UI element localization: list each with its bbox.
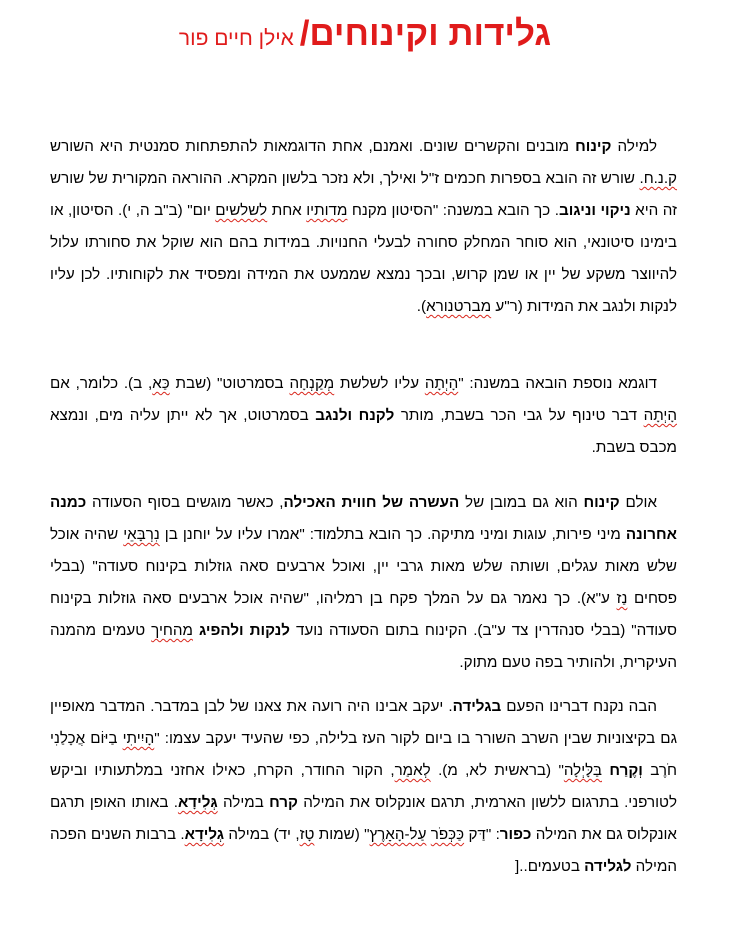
spellcheck-word: מברטנורא [426, 298, 492, 315]
bold-term: לנקות ולהפיג [198, 622, 290, 639]
spellcheck-word: כַּא [152, 375, 170, 392]
text-run: שהיה אוכל שלש מאות עגלים, ושותה שלש מאות גרבי יין, ואוכל ארבעים סאה גוזלות בקינוח סעודה" (בבלי פסחים [50, 526, 678, 607]
text-run: ע"א). כך נאמר גם על המלך פקח בן רמליהו, "שהיה אוכל ארבעים סאה גוזלות בקינוח סעודה" (בבלי סנהדרין צד ע"ב). הקינוח בתום הסעודה נועד [50, 590, 677, 639]
text-run: אולם [619, 494, 657, 511]
spellcheck-word: נִרְבָּאֵי [123, 526, 160, 543]
spellcheck-word: לְאמַר [394, 762, 431, 779]
text-run: , הקור החודר, הקרח, כאילו אחזני במלתעותיו וביקש לטורפני. בתרגום ללשון הארמית, תרגם אונקלוס את המילה [50, 762, 677, 811]
text-run: טעמים מהמנה העיקרית, ולהותיר בפה טעם מתוק. [50, 622, 677, 671]
text-run: עליו לשלשת [334, 375, 425, 392]
text-run: " (שמות [314, 826, 370, 843]
page-title [0, 14, 730, 54]
bold-term: בגלידה [452, 698, 502, 715]
text-run: " (בראשית לא, מ). [430, 762, 564, 779]
paragraph-kinuach-meaning [50, 131, 677, 323]
bold-term: ניקוי וניגוב [558, 202, 631, 219]
text-run: בטעמים..[ [515, 858, 585, 875]
bold-term: גְלִידָא [184, 826, 225, 843]
text-run: . כך הובא במשנה: "הסיטון מקנח [347, 202, 559, 219]
bold-term: כפור [499, 826, 532, 843]
text-run: הבה נקנח דברינו הפעם [501, 698, 657, 715]
author-name: אילן חיים פור [178, 27, 300, 50]
text-run: מובנים והקשרים שונים. ואמנם, אחת הדוגמאות להתפתחות סמנטית היא השורש [50, 138, 576, 155]
text-run: , ב). כלומר, אם [50, 375, 153, 392]
bold-term: העשרה של חווית האכילה [283, 494, 460, 511]
spellcheck-word: כַּכְּפֹר [430, 826, 465, 843]
paragraph-dessert-meaning [50, 487, 677, 679]
text-run: דבר טינוף על גבי הכר בשבת, מותר [394, 407, 644, 424]
bold-term: כמנה אחרונה [50, 494, 677, 543]
text-run: מיני פירות, עוגות ומיני מתיקה. כך הובא בתלמוד: "אמרו עליו על יוחנן בן [159, 526, 626, 543]
bold-term: קינוח [583, 494, 620, 511]
bold-term: לקנח ולנגב [315, 407, 395, 424]
paragraph-text [50, 368, 677, 464]
bold-term: לגלידה [584, 858, 632, 875]
text-run: יום" (ב"ב ה, י). הסיטון, או בימינו סיטונאי, הוא סוחר המחלק סחורה לבעלי החנויות. במידות בהם הוא שוקל את סחורתו עלול להיווצר משקע של יין או שמן קרוש, ובכך נמצא שממעט את המידה ומפסיד את לקוחותיו. לכן עליו לנקות ולנגב את המידות (ר"ע [50, 202, 677, 315]
spellcheck-word: טָז [299, 826, 315, 843]
text-run: אחת [267, 202, 307, 219]
paragraph-glida-origin [50, 691, 677, 883]
text-run: . יעקב אבינו היה רועה את צאנו של לבן במדבר. המדבר מאופיין גם בקיצוניות שבין השרב השורר בו ביום לקור העז בלילה, כפי שהעיד יעקב עצמו: " [50, 698, 677, 747]
text-run: בַיּוֹם אֲכָלַנִי חֹרֶב [50, 730, 677, 779]
text-run: בסמרטוט" (שבת [169, 375, 290, 392]
paragraph-text [50, 131, 677, 323]
spellcheck-word: הָיְתָה [643, 407, 677, 424]
spellcheck-word: מדותיו [306, 202, 348, 219]
text-run: במילה [217, 794, 270, 811]
text-run: . ברבות השנים הפכה המילה [50, 826, 677, 875]
spellcheck-word: נַז [616, 590, 628, 607]
text-run: למילה [611, 138, 657, 155]
spellcheck-word: בַּלָּיְלָה [563, 762, 602, 779]
title-separator: / [299, 14, 310, 53]
text-run: . באותו האופן תרגם אונקלוס גם את המילה [50, 794, 677, 843]
bold-term: גְּלִידָא [177, 794, 218, 811]
text-run: : "דַּק [464, 826, 500, 843]
text-run: שורש זה הובא בספרות חכמים ז"ל ואילך, ולא נזכר בלשון המקרא. ההוראה המקורית של שורש זה היא [50, 170, 678, 219]
paragraph-mishnah-example [50, 368, 677, 464]
title-text: גלידות וקינוחים [309, 14, 552, 53]
text-run: , כאשר מוגשים בסוף הסעודה [86, 494, 284, 511]
spellcheck-word: עַל-הָאָרֶץ [369, 826, 427, 843]
text-run: , יד) במילה [224, 826, 300, 843]
spellcheck-word: הָיִיתִי [122, 730, 155, 747]
spellcheck-word: מהחיך [151, 622, 193, 639]
spellcheck-word: ק.נ.ח. [639, 170, 677, 187]
text-run: בסמרטוט, אך לא ייתן עליה מים, ונמצא מכבס בשבת. [50, 407, 677, 456]
paragraph-text [50, 487, 677, 679]
spellcheck-word: מְקַנְחָה [289, 375, 335, 392]
spellcheck-word: לשלשים [215, 202, 268, 219]
bold-term: קרח [269, 794, 298, 811]
bold-term: וְקֶרַח [609, 762, 643, 779]
text-run: הוא גם במובן של [459, 494, 584, 511]
bold-term: קינוח [575, 138, 612, 155]
spellcheck-word: הָיְתָה [424, 375, 459, 392]
text-run: ). [416, 298, 427, 315]
paragraph-text [50, 691, 677, 883]
text-run: דוגמא נוספת הובאה במשנה: " [458, 375, 657, 392]
